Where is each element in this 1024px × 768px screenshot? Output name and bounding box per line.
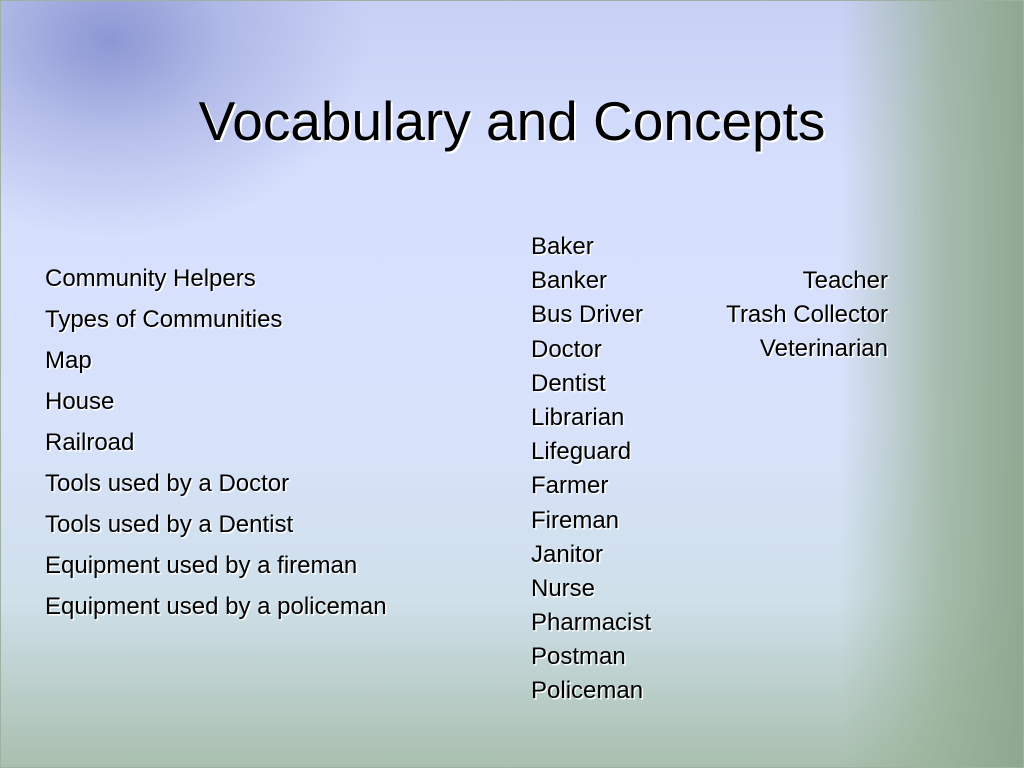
concept-item: Tools used by a Dentist [45,511,294,538]
slide-title: Vocabulary and Concepts [198,90,826,152]
helpers-list-column-2 [692,264,888,367]
helper-item: Librarian [531,403,625,431]
helper-item: Pharmacist [531,609,652,637]
helper-item: Baker [531,233,594,260]
concept-item: Equipment used by a policeman [45,593,387,620]
helper-item: Postman [531,643,626,671]
helper-item: Lifeguard [531,438,632,466]
helper-item: Fireman [531,506,620,534]
concept-item: Types of Communities [45,306,283,333]
concept-item: House [45,388,115,415]
concept-item: Tools used by a Doctor [45,470,290,497]
helper-item: Farmer [531,472,609,500]
helper-item: Doctor [531,335,602,363]
helper-item: Dentist [531,369,606,397]
helper-item: Bus Driver [531,301,644,329]
helper-item: Nurse [531,574,596,602]
helper-item: Teacher [802,267,888,294]
concept-item: Railroad [45,429,135,456]
helper-item: Trash Collector [726,301,888,329]
helper-item: Policeman [531,677,644,705]
concept-item: Community Helpers [45,265,256,292]
helpers-list-column-1 [531,230,651,709]
concept-item: Equipment used by a fireman [45,552,358,579]
helper-item: Banker [531,267,608,295]
concept-item: Map [45,347,92,374]
helper-item: Janitor [531,540,604,568]
helper-item: Veterinarian [759,335,888,363]
concepts-list [45,261,387,630]
